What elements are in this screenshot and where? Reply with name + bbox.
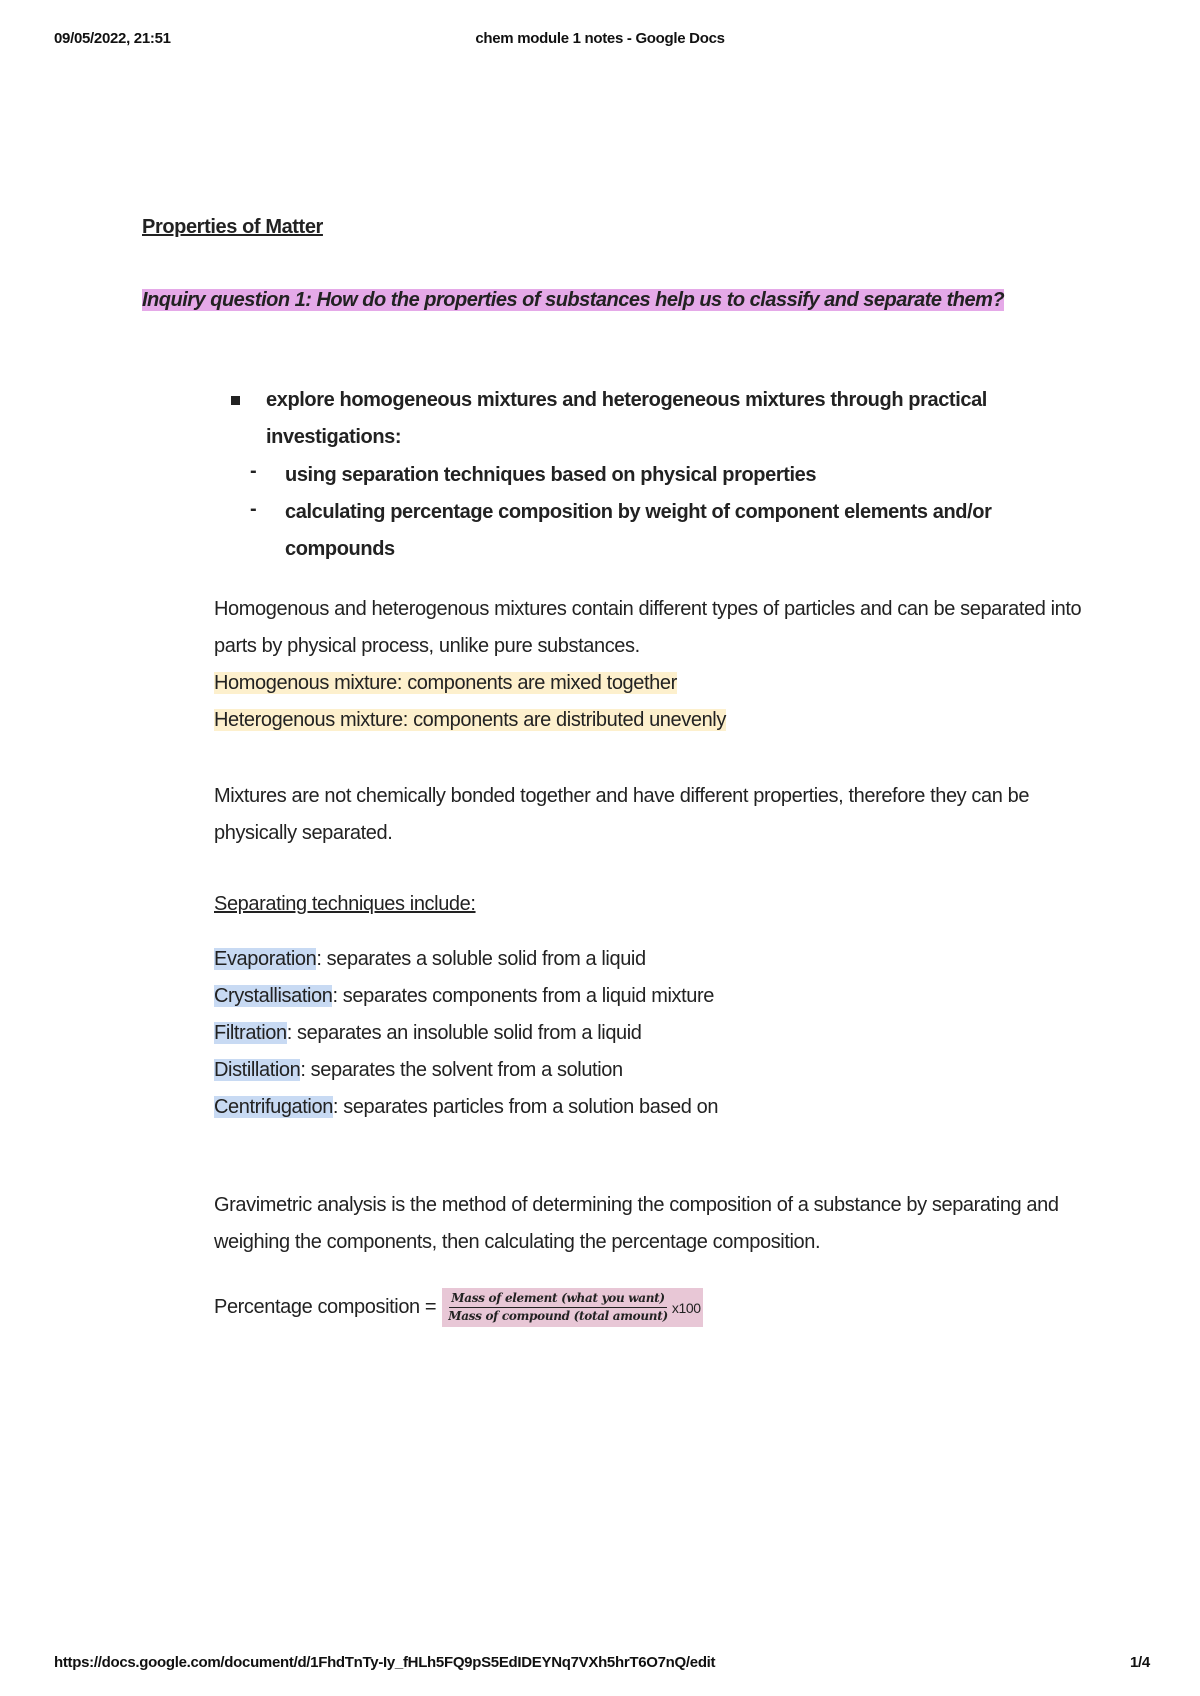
- heterogenous-definition: Heterogenous mixture: components are distributed unevenly: [214, 709, 726, 731]
- mixtures-paragraph: [214, 591, 1094, 739]
- print-doc-title: chem module 1 notes - Google Docs: [475, 30, 725, 47]
- homogenous-definition: Homogenous mixture: components are mixed together: [214, 672, 677, 694]
- technique-description: : separates particles from a solution based on: [332, 1096, 719, 1118]
- dash-bullet: -: [250, 460, 257, 482]
- formula-denominator: Mass of compound (total amount): [448, 1309, 668, 1323]
- list-item: [214, 1015, 1094, 1052]
- technique-description: : separates an insoluble solid from a liquid: [286, 1022, 642, 1044]
- inquiry-question-text: Inquiry question 1: How do the properties of substances help us to classify and separate them?: [142, 289, 1005, 311]
- dash-bullet: -: [250, 498, 257, 520]
- gravimetric-paragraph: Gravimetric analysis is the method of determining the composition of a substance by separating and weighing the components, then calculating the percentage composition.: [214, 1194, 1059, 1253]
- mixtures-intro: Homogenous and heterogenous mixtures contain different types of particles and can be separated into parts by physical process, unlike pure substances.: [214, 598, 1082, 657]
- formula-multiplier: x100: [671, 1299, 701, 1316]
- technique-description: : separates components from a liquid mixture: [332, 985, 714, 1007]
- print-datetime: 09/05/2022, 21:51: [54, 30, 171, 47]
- formula-label: Percentage composition =: [214, 1296, 437, 1318]
- separating-techniques-heading: Separating techniques include:: [214, 893, 476, 915]
- percentage-composition-formula: [214, 1288, 703, 1327]
- technique-term: Distillation: [214, 1059, 301, 1081]
- syllabus-main-point: explore homogeneous mixtures and heterogeneous mixtures through practical investigations:: [266, 389, 987, 448]
- document-title: Properties of Matter: [142, 216, 323, 238]
- technique-term: Evaporation: [214, 948, 317, 970]
- inquiry-question: [142, 288, 1022, 313]
- list-item: [214, 978, 1094, 1015]
- list-item: [214, 941, 1094, 978]
- technique-description: : separates the solvent from a solution: [300, 1059, 623, 1081]
- technique-term: Centrifugation: [214, 1096, 333, 1118]
- formula-expression: [442, 1288, 702, 1327]
- print-url: https://docs.google.com/document/d/1FhdTnTy-Iy_fHLh5FQ9pS5EdIDEYNq7VXh5hrT6O7nQ/edit: [54, 1654, 716, 1671]
- formula-numerator: Mass of element (what you want): [449, 1290, 667, 1308]
- list-item: [214, 1052, 1094, 1089]
- techniques-list: [214, 941, 1094, 1126]
- square-bullet-icon: [231, 396, 240, 405]
- syllabus-sub-point: using separation techniques based on physical properties: [285, 464, 817, 486]
- technique-term: Crystallisation: [214, 985, 333, 1007]
- syllabus-sub-point: calculating percentage composition by weight of component elements and/or compounds: [285, 501, 992, 560]
- technique-description: : separates a soluble solid from a liquid: [316, 948, 646, 970]
- technique-term: Filtration: [214, 1022, 287, 1044]
- mixtures-separation-paragraph: Mixtures are not chemically bonded together and have different properties, therefore they can be physically separated.: [214, 785, 1030, 844]
- formula-fraction: [446, 1290, 670, 1325]
- list-item: [214, 1089, 1094, 1126]
- print-page-number: 1/4: [1130, 1654, 1150, 1671]
